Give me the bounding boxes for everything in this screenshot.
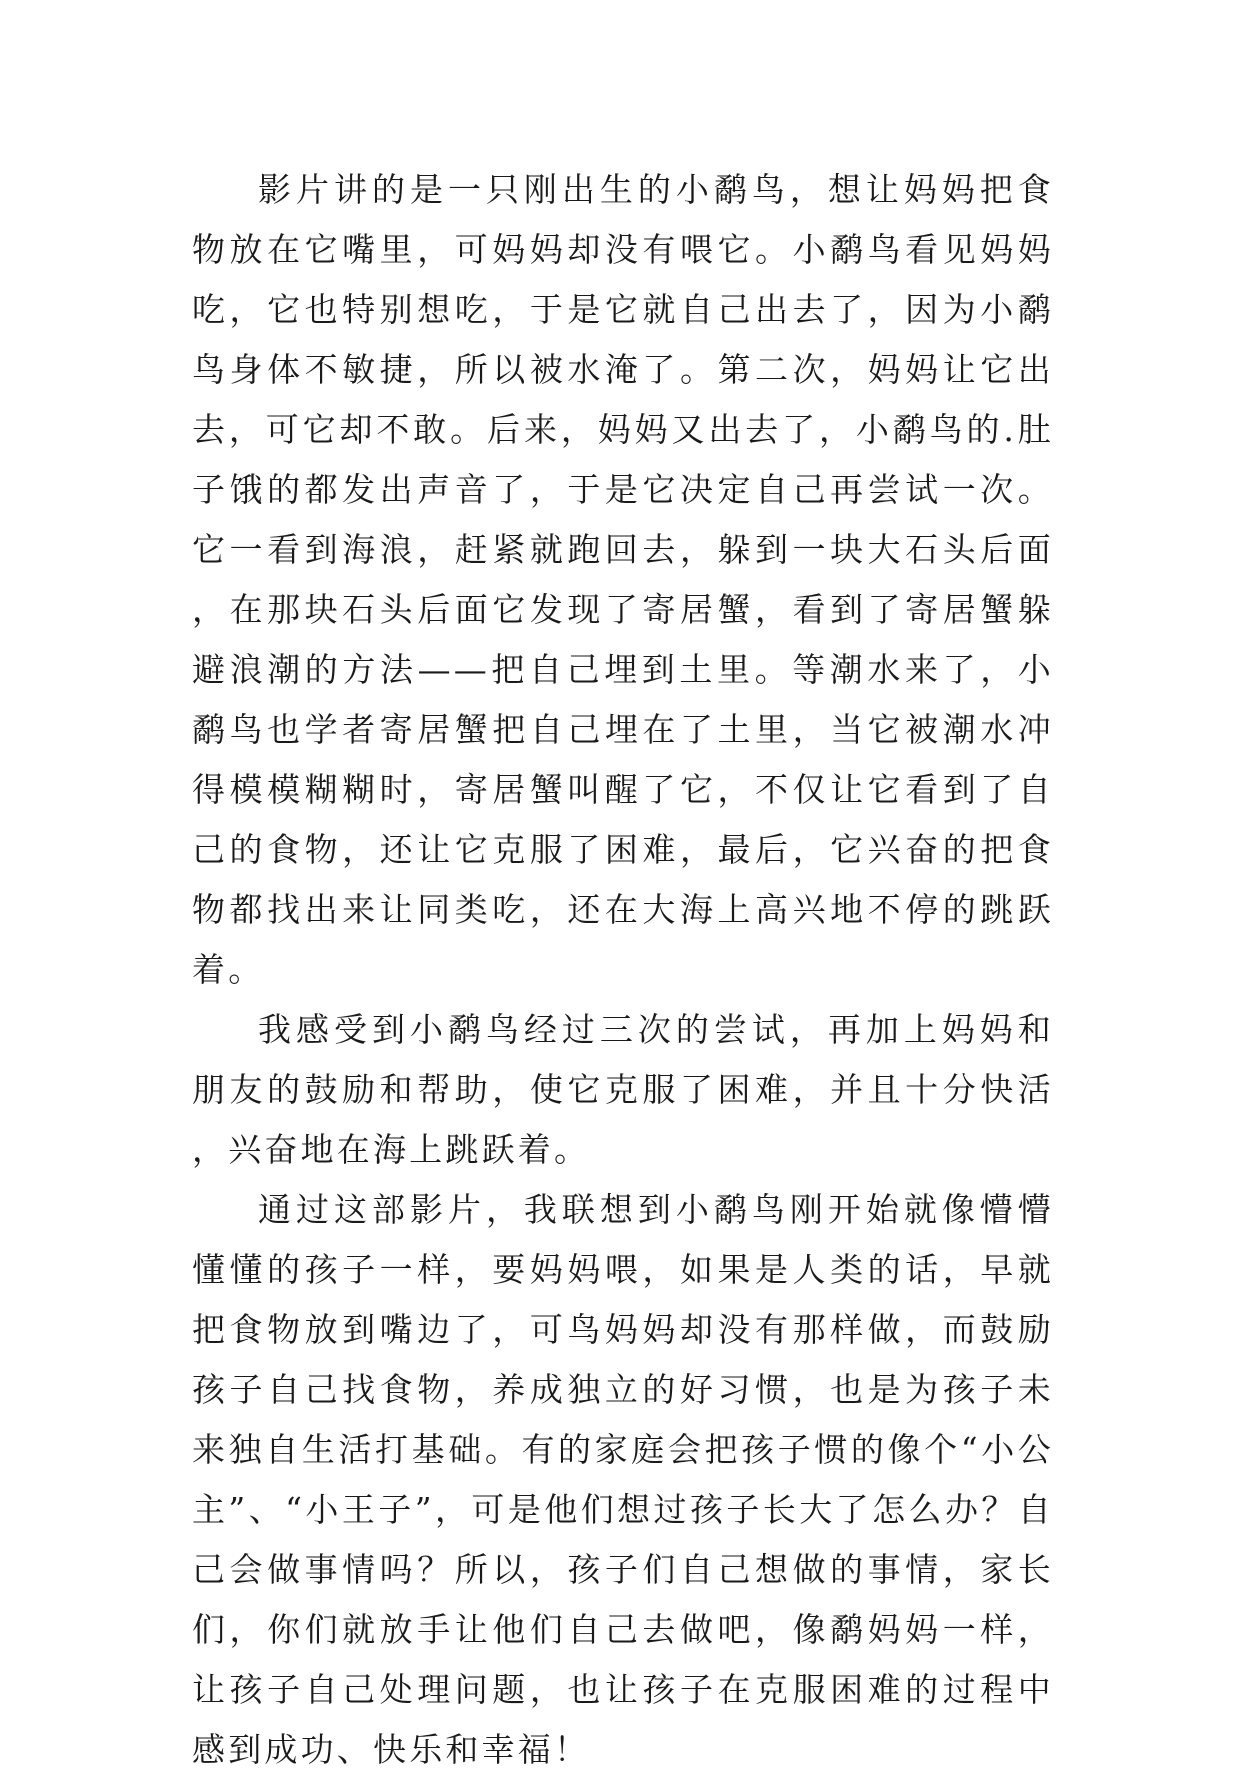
- paragraph-story-summary: 影片讲的是一只刚出生的小鹬鸟，想让妈妈把食物放在它嘴里，可妈妈却没有喂它。小鹬鸟看见妈妈吃，它也特别想吃，于是它就自己出去了，因为小鹬鸟身体不敏捷，所以被水淹了。第二次，妈妈让它出去，可它却不敢。后来，妈妈又出去了，小鹬鸟的.肚子饿的都发出声音了，于是它决定自己再尝试一次。它一看到海浪，赶紧就跑回去，躲到一块大石头后面，在那块石头后面它发现了寄居蟹，看到了寄居蟹躲避浪潮的方法——把自己埋到土里。等潮水来了，小鹬鸟也学者寄居蟹把自己埋在了土里，当它被潮水冲得模模糊糊时，寄居蟹叫醒了它，不仅让它看到了自己的食物，还让它克服了困难，最后，它兴奋的把食物都找出来让同类吃，还在大海上高兴地不停的跳跃着。: [192, 170, 1054, 989]
- document-body: [192, 160, 1054, 1780]
- paragraph-feelings: 我感受到小鹬鸟经过三次的尝试，再加上妈妈和朋友的鼓励和帮助，使它克服了困难，并且十分快活，兴奋地在海上跳跃着。: [192, 1010, 1054, 1169]
- paragraph-reflection: 通过这部影片，我联想到小鹬鸟刚开始就像懵懵懂懂的孩子一样，要妈妈喂，如果是人类的话，早就把食物放到嘴边了，可鸟妈妈却没有那样做，而鼓励孩子自己找食物，养成独立的好习惯，也是为孩子未来独自生活打基础。有的家庭会把孩子惯的像个“小公主”、“小王子”，可是他们想过孩子长大了怎么办？自己会做事情吗？所以，孩子们自己想做的事情，家长们，你们就放手让他们自己去做吧，像鹬妈妈一样，让孩子自己处理问题，也让孩子在克服困难的过程中感到成功、快乐和幸福！: [192, 1190, 1054, 1769]
